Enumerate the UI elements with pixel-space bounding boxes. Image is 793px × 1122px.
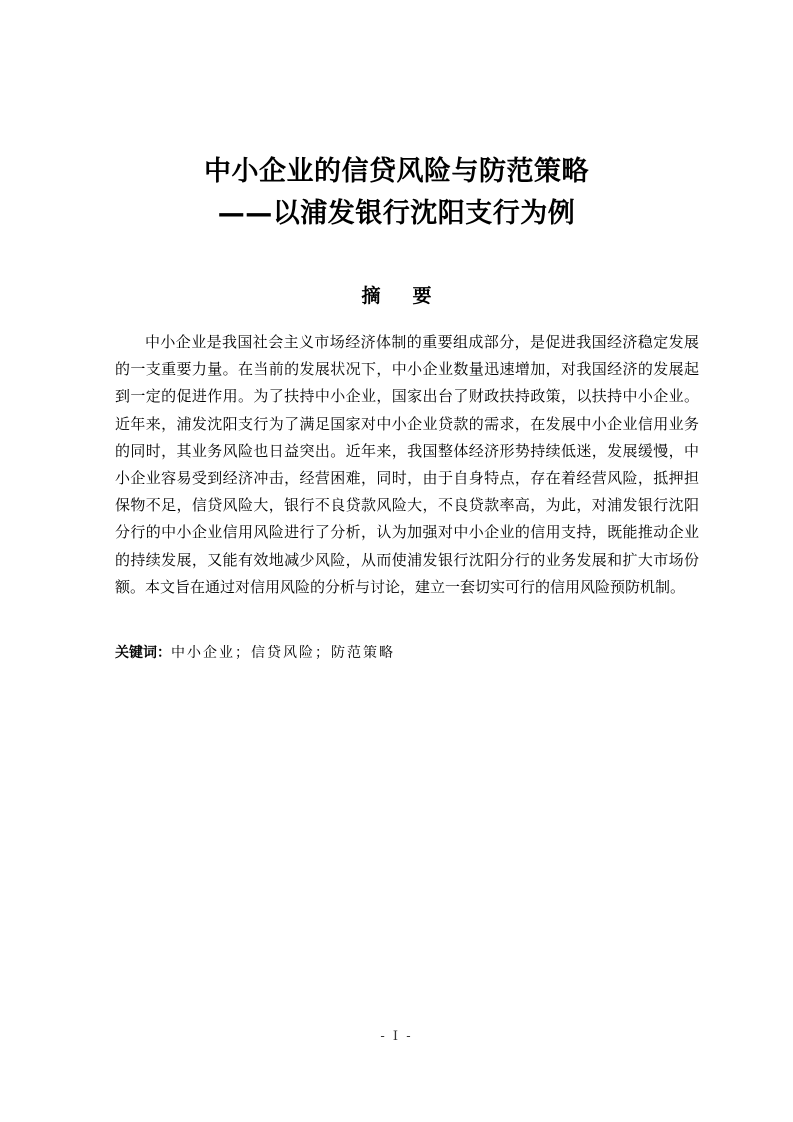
paper-title: 中小企业的信贷风险与防范策略 [204,156,589,187]
paper-subtitle: ——以浦发银行沈阳支行为例 [217,198,576,229]
keywords-label: 关键词： [115,645,171,661]
keywords-list: 中小企业；信贷风险；防范策略 [171,645,395,661]
keywords-line [115,641,699,665]
abstract-body: 中小企业是我国社会主义市场经济体制的重要组成部分，是促进我国经济稳定发展的一支重要力量。在当前的发展状况下，中小企业数量迅速增加，对我国经济的发展起到一定的促进作用。为了扶持中小企业，国家出台了财政扶持政策，以扶持中小企业。近年来，浦发沈阳支行为了满足国家对中小企业贷款的需求，在发展中小企业信用业务的同时，其业务风险也日益突出。近年来，我国整体经济形势持续低迷，发展缓慢，中小企业容易受到经济冲击，经营困难，同时，由于自身特点，存在着经营风险，抵押担保物不足，信贷风险大，银行不良贷款风险大，不良贷款率高，为此，对浦发银行沈阳分行的中小企业信用风险进行了分析，认为加强对中小企业的信用支持，既能推动企业的持续发展，又能有效地减少风险，从而使浦发银行沈阳分行的业务发展和扩大市场份额。本文旨在通过对信用风险的分析与讨论，建立一套切实可行的信用风险预防机制。 [115,333,699,596]
page-number: - I - [380,1029,413,1044]
abstract-heading-char-1: 摘 [361,285,381,307]
abstract-heading-char-2: 要 [412,285,432,307]
abstract-heading [0,283,793,309]
